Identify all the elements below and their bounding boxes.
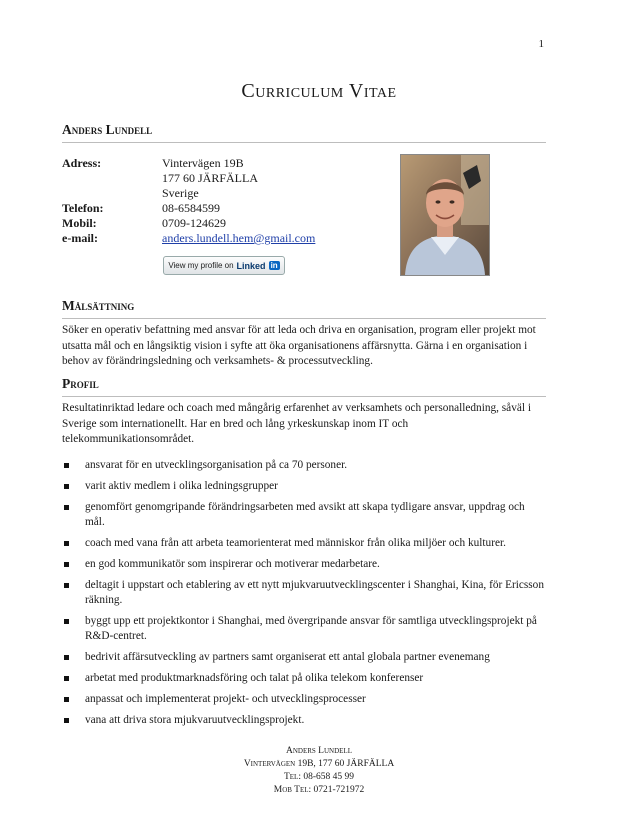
mobile-label: Mobil: (62, 216, 97, 230)
divider (62, 142, 546, 143)
address-line: 177 60 JÄRFÄLLA (162, 171, 259, 185)
footer-phone: Tel: 08-658 45 99 (283, 772, 355, 782)
list-item: anpassat och implementerat projekt- och utvecklingsprocesser (62, 692, 546, 707)
address-value (162, 156, 258, 201)
linkedin-profile-badge[interactable] (163, 256, 285, 275)
list-item: deltagit i uppstart och etablering av ett nytt mjukvaruutvecklingscenter i Shanghai, Kina, för Ericsson räkning. (62, 578, 546, 607)
address-label: Adress: (62, 156, 102, 170)
linkedin-logo-icon: in (270, 261, 278, 270)
profile-bullet-list (62, 458, 546, 735)
document-title: Curriculum Vitae (241, 80, 397, 102)
footer-name: Anders Lundell (286, 746, 352, 756)
email-link[interactable]: anders.lundell.hem@gmail.com (162, 231, 316, 245)
divider (62, 396, 546, 397)
phone-value: 08-6584599 (162, 201, 220, 215)
address-line: Vintervägen 19B (162, 156, 244, 170)
linkedin-badge-prefix: View my profile on (168, 261, 234, 270)
divider (62, 318, 546, 319)
email-label: e-mail: (62, 231, 98, 245)
portrait-image (401, 155, 489, 275)
page-number: 1 (538, 38, 544, 50)
address-line: Sverige (162, 186, 199, 200)
profile-photo (400, 154, 490, 276)
mobile-value: 0709-124629 (162, 216, 226, 230)
list-item: bedrivit affärsutveckling av partners samt organiserat ett antal globala partner evenemang (62, 650, 546, 665)
person-name: Anders Lundell (62, 122, 153, 137)
objective-text: Söker en operativ befattning med ansvar för att leda och driva en organisation, program eller projekt mot utsatta mål och en långsiktig vision i syfte att öka organisationens affärsnytta. Gärna i en organisation i behov av förändringsledning och verksamhets- & processutveckling. (62, 324, 536, 367)
profile-heading: Profil (62, 376, 99, 391)
list-item: vana att driva stora mjukvaruutvecklingsprojekt. (62, 713, 546, 728)
phone-row (62, 201, 315, 216)
list-item: varit aktiv medlem i olika ledningsgrupper (62, 479, 546, 494)
page-footer (0, 745, 638, 797)
contact-block (62, 156, 315, 246)
email-row (62, 231, 315, 246)
list-item: en god kommunikatör som inspirerar och motiverar medarbetare. (62, 557, 546, 572)
list-item: coach med vana från att arbeta teamorienterat med människor från olika miljöer och kulturer. (62, 536, 546, 551)
list-item: ansvarat för en utvecklingsorganisation på ca 70 personer. (62, 458, 546, 473)
profile-text: Resultatinriktad ledare och coach med mångårig erfarenhet av verksamhets och personalledning, såväl i Sverige som internationellt. Har en bred och lång yrkeskunskap inom IT och telekommunikationsområdet. (62, 402, 531, 445)
list-item: byggt upp ett projektkontor i Shanghai, med övergripande ansvar för samtliga utvecklingsprojekt på R&D-centret. (62, 614, 546, 643)
list-item: arbetat med produktmarknadsföring och talat på olika telekom konferenser (62, 671, 546, 686)
footer-mobile: Mob Tel: 0721-721972 (273, 785, 365, 795)
address-row (62, 156, 315, 201)
objective-heading: Målsättning (62, 298, 135, 313)
footer-address: Vintervägen 19B, 177 60 JÄRFÄLLA (243, 759, 395, 769)
list-item: genomfört genomgripande förändringsarbeten med avsikt att skapa tydligare ansvar, uppdrag och mål. (62, 500, 546, 529)
linkedin-brand: Linked (236, 260, 266, 271)
phone-label: Telefon: (62, 201, 104, 215)
mobile-row (62, 216, 315, 231)
